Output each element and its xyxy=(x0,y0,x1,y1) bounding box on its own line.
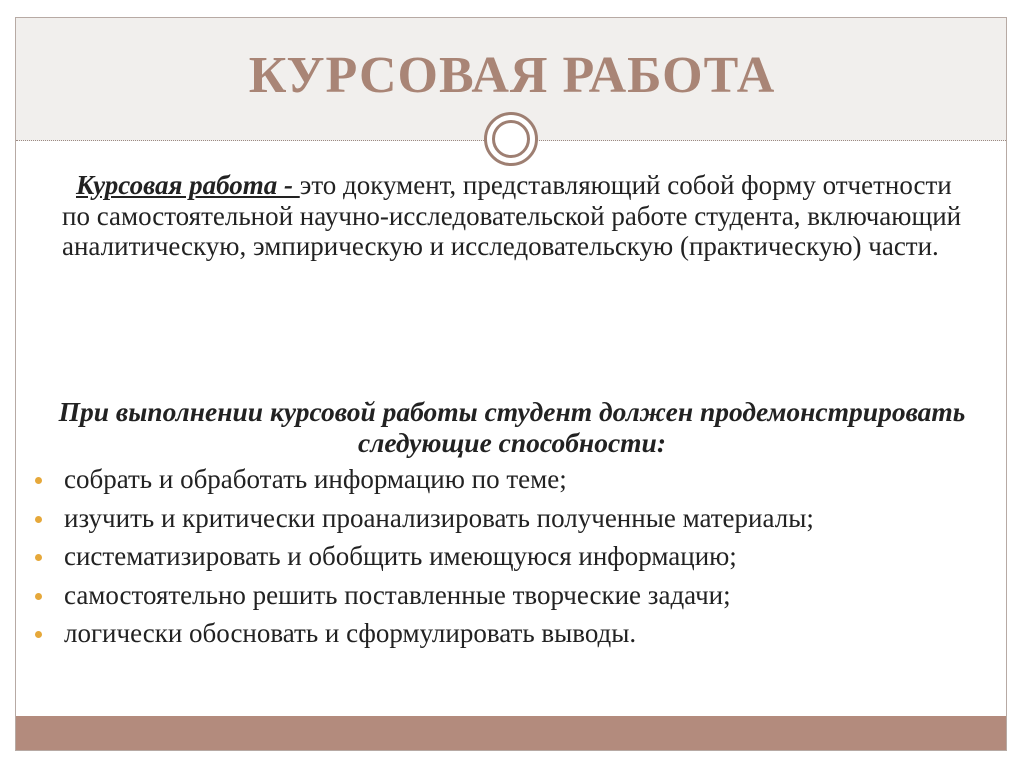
list-item: самостоятельно решить поставленные творческие задачи; xyxy=(32,580,972,611)
decorative-ring-icon xyxy=(484,112,538,166)
list-item: систематизировать и обобщить имеющуюся информацию; xyxy=(32,541,972,572)
slide-title: КУРСОВАЯ РАБОТА xyxy=(248,47,776,104)
definition-text: это документ, представляющий собой форму отчетности по самостоятельной научно-исследовательской работе студента, включающий аналитическую, эмпирическую и исследовательскую (практическую) части. xyxy=(62,170,962,261)
list-item: собрать и обработать информацию по теме; xyxy=(32,464,972,495)
definition-paragraph xyxy=(62,170,962,262)
abilities-intro: При выполнении курсовой работы студент должен продемонстрировать следующие способности: xyxy=(58,396,966,458)
footer-band xyxy=(16,716,1006,750)
list-item: логически обосновать и сформулировать выводы. xyxy=(32,618,972,649)
list-item: изучить и критически проанализировать полученные материалы; xyxy=(32,503,972,534)
definition-term: Курсовая работа - xyxy=(76,170,300,200)
abilities-list xyxy=(32,464,972,657)
